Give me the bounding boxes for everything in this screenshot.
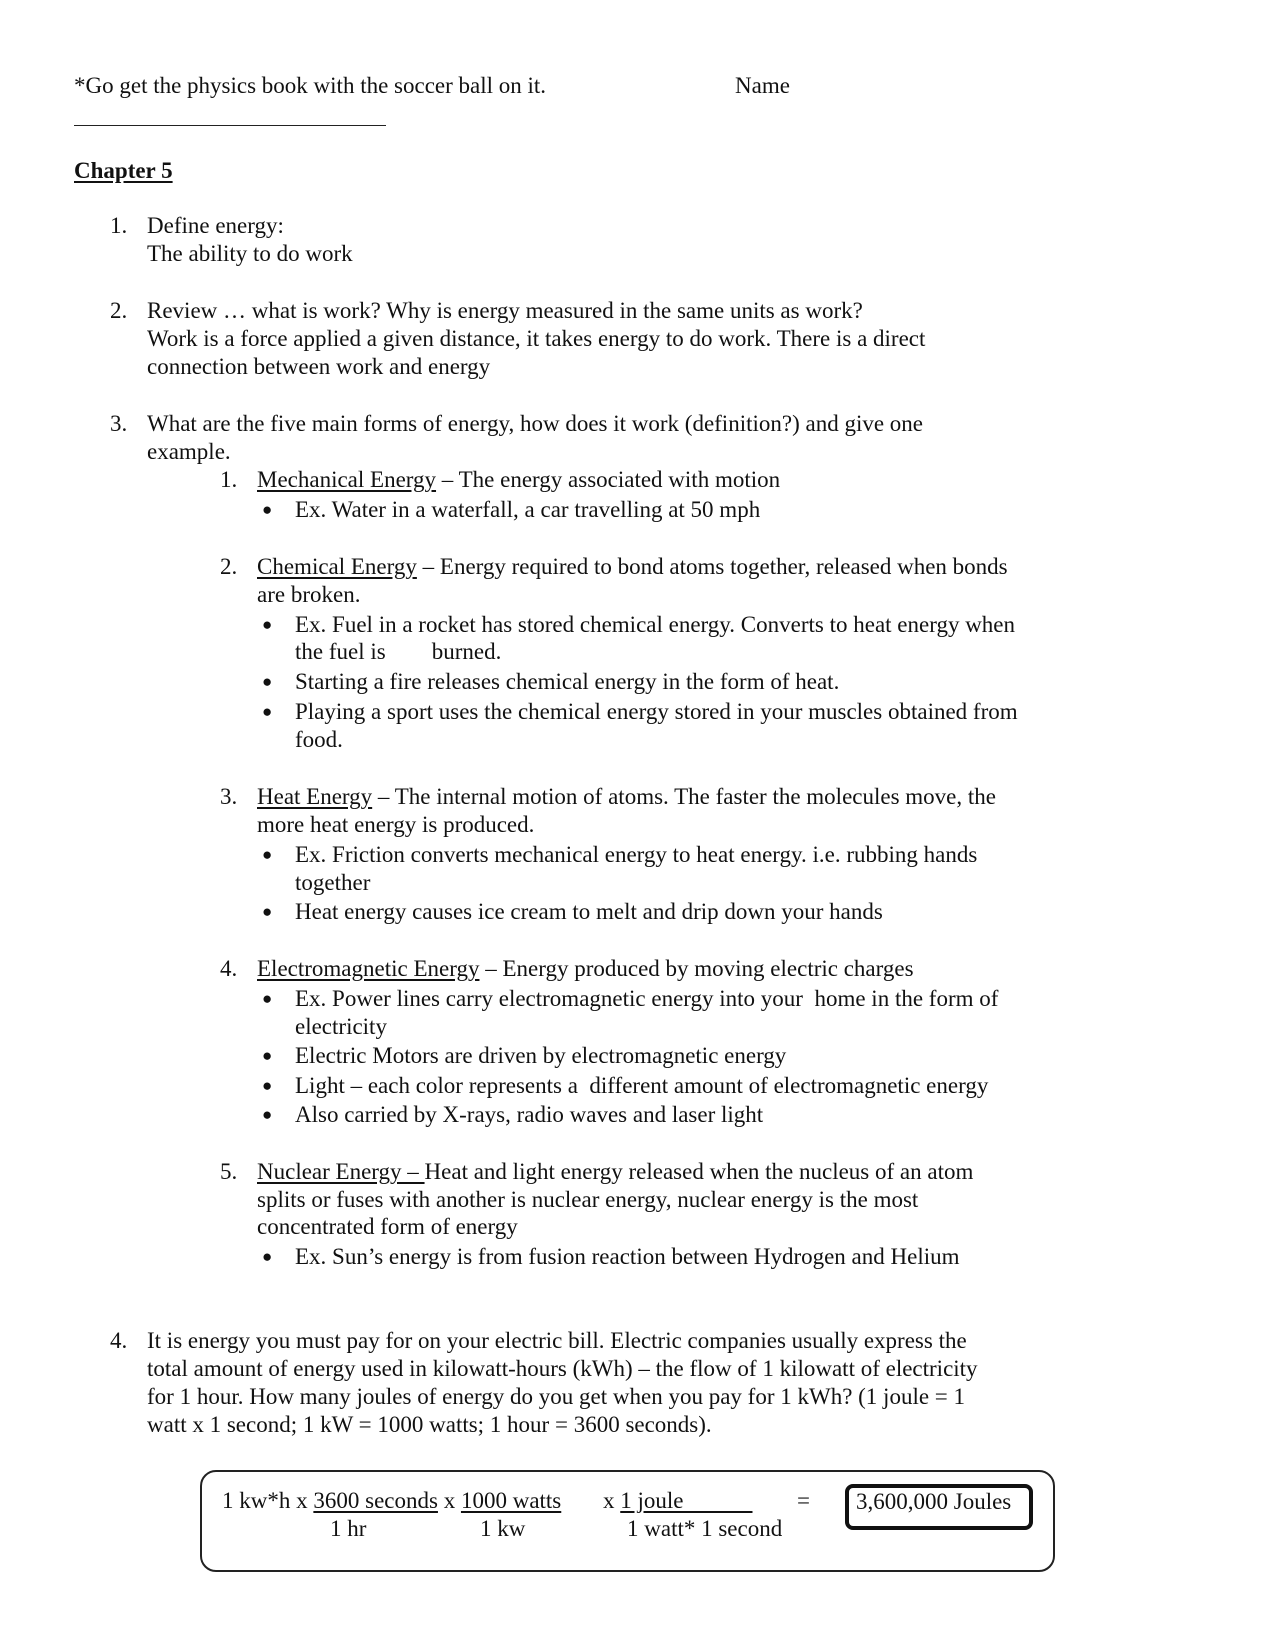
form-term: Nuclear Energy – [257,1159,425,1184]
form-definition [257,466,780,494]
calc-start: 1 kw*h x [222,1488,314,1513]
bullet-text: Ex. Friction converts mechanical energy to heat energy. i.e. rubbing hands [295,842,978,867]
q3-number: 3. [110,411,128,436]
bullet-icon: ● [262,500,273,519]
calc-numerator-row [222,1487,561,1515]
bullet-icon: ● [262,902,273,921]
q2-number: 2. [110,298,128,323]
calc-answer: 3,600,000 Joules [856,1489,1012,1514]
q3-question-line2: example. [147,439,231,464]
bullet-icon: ● [262,702,273,721]
calc-factor3 [603,1487,753,1515]
bullet-icon: ● [262,845,273,864]
header-instruction: *Go get the physics book with the soccer ball on it. [74,73,547,98]
q2-answer-line2: connection between work and energy [147,354,491,379]
bullet-text: Ex. Sun’s energy is from fusion reaction between Hydrogen and Helium [295,1244,960,1269]
calc-factor1-numerator: 3600 seconds [313,1488,438,1513]
q4-line2: total amount of energy used in kilowatt-hours (kWh) – the flow of 1 kilowatt of electricity [147,1356,978,1381]
form-def-text: Heat and light energy released when the nucleus of an atom [424,1159,974,1184]
form-number: 5. [220,1159,238,1184]
form-definition [257,1158,973,1186]
bullet-text: Ex. Power lines carry electromagnetic energy into your home in the form of [295,986,999,1011]
bullet-icon: ● [262,1247,273,1266]
form-definition [257,553,1008,581]
q2-answer-line1: Work is a force applied a given distance, it takes energy to do work. There is a direct [147,326,926,351]
bullet-text: Light – each color represents a different amount of electromagnetic energy [295,1073,989,1098]
form-definition [257,783,996,811]
form-def-line2: splits or fuses with another is nuclear energy, nuclear energy is the most [257,1187,919,1212]
bullet-icon: ● [262,1105,273,1124]
name-line [74,125,386,126]
form-definition [257,955,914,983]
calc-times2: x [603,1488,621,1513]
bullet-text: Heat energy causes ice cream to melt and drip down your hands [295,899,883,924]
q1-answer: The ability to do work [147,241,353,266]
bullet-text: Starting a fire releases chemical energy in the form of heat. [295,669,840,694]
name-label: Name [735,73,790,98]
form-number: 1. [220,467,238,492]
bullet-icon: ● [262,672,273,691]
calc-factor2-denominator: 1 kw [480,1516,526,1541]
form-term: Heat Energy [257,784,373,809]
form-number: 4. [220,956,238,981]
bullet-text-line2: food. [295,727,343,752]
calc-equals: = [797,1488,810,1513]
bullet-icon: ● [262,1046,273,1065]
bullet-text: Ex. Water in a waterfall, a car travelling at 50 mph [295,497,761,522]
q2-question: Review … what is work? Why is energy measured in the same units as work? [147,298,863,323]
form-def-line2: more heat energy is produced. [257,812,535,837]
q1-question: Define energy: [147,213,284,238]
calc-factor2-numerator: 1000 watts [460,1488,562,1513]
bullet-icon: ● [262,615,273,634]
bullet-text: Also carried by X-rays, radio waves and laser light [295,1102,764,1127]
bullet-icon: ● [262,989,273,1008]
q4-line4: watt x 1 second; 1 kW = 1000 watts; 1 hour = 3600 seconds). [147,1412,712,1437]
calc-factor3-numerator: 1 joule [620,1488,753,1513]
form-def-line3: concentrated form of energy [257,1214,518,1239]
bullet-text-line2: together [295,870,371,895]
form-term: Electromagnetic Energy [257,956,480,981]
form-def-text: – Energy required to bond atoms together, released when bonds [416,554,1008,579]
q3-question-line1: What are the five main forms of energy, how does it work (definition?) and give one [147,411,924,436]
bullet-text: Playing a sport uses the chemical energy stored in your muscles obtained from [295,699,1018,724]
q4-number: 4. [110,1328,128,1353]
bullet-text: Ex. Fuel in a rocket has stored chemical energy. Converts to heat energy when [295,612,1016,637]
calc-factor3-denominator: 1 watt* 1 second [627,1516,783,1541]
calc-factor1-denominator: 1 hr [330,1516,367,1541]
form-term: Mechanical Energy [257,467,437,492]
q4-line3: for 1 hour. How many joules of energy do you get when you pay for 1 kWh? (1 joule = 1 [147,1384,966,1409]
form-def-text: – The internal motion of atoms. The faster the molecules move, the [372,784,996,809]
form-term: Chemical Energy [257,554,417,579]
chapter-title: Chapter 5 [74,158,173,183]
bullet-text: Electric Motors are driven by electromagnetic energy [295,1043,787,1068]
bullet-text-line2: the fuel is burned. [295,639,502,664]
form-number: 3. [220,784,238,809]
bullet-text-line2: electricity [295,1014,387,1039]
form-number: 2. [220,554,238,579]
q4-line1: It is energy you must pay for on your electric bill. Electric companies usually express the [147,1328,967,1353]
form-def-line2: are broken. [257,582,361,607]
form-def-text: – Energy produced by moving electric charges [479,956,914,981]
bullet-icon: ● [262,1076,273,1095]
calc-times1: x [437,1488,461,1513]
form-def-text: – The energy associated with motion [436,467,781,492]
q1-number: 1. [110,213,128,238]
